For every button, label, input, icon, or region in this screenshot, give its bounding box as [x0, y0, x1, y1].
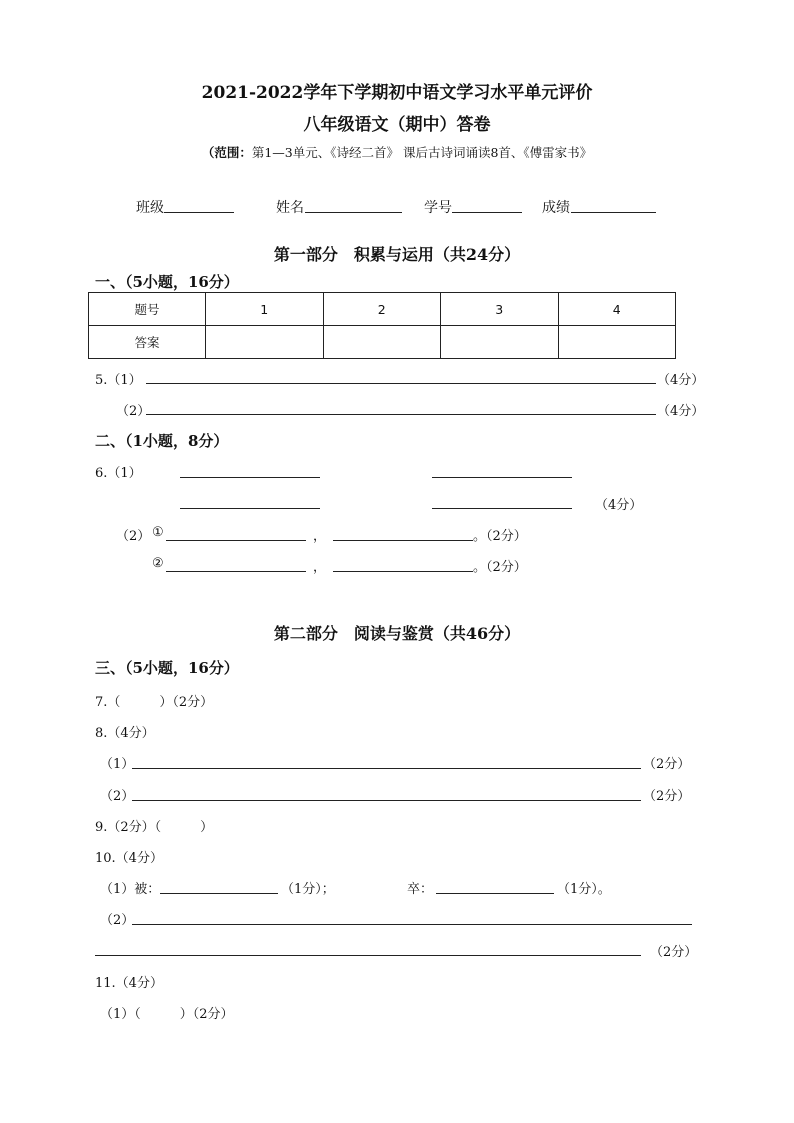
scope-text: 第1—3单元、《诗经二首》 课后古诗词诵读8首、《傅雷家书》	[251, 145, 593, 160]
q6-answer-line[interactable]	[432, 508, 572, 509]
q6-score-a: 。（2分）	[473, 529, 527, 544]
q11-sub1-label: （1）（ ）（2分）	[100, 1007, 234, 1022]
scope-line	[0, 143, 794, 161]
q7-label: 7.（ ）（2分）	[95, 695, 214, 710]
section2-heading: 二、（1小题，8分）	[95, 432, 229, 450]
table-row-label: 题号	[89, 293, 206, 326]
part2-title: 第二部分 阅读与鉴赏（共46分）	[273, 624, 521, 643]
q6-mark-1: ①	[152, 525, 164, 540]
q10-fill-line-1[interactable]	[160, 893, 278, 894]
q6-score-b: 。（2分）	[473, 560, 527, 575]
q11-label: 11.（4分）	[95, 976, 163, 991]
answer-cell[interactable]	[323, 326, 441, 359]
q5-score-2: （4分）	[657, 404, 705, 419]
q5-answer-line-1[interactable]	[146, 383, 656, 384]
q5-label-2: （2）	[116, 404, 151, 419]
q10-answer-line-2[interactable]	[95, 955, 641, 956]
table-row-label: 答案	[89, 326, 206, 359]
part1-title: 第一部分 积累与运用（共24分）	[273, 245, 521, 264]
q10-sub1b-score: （1分）。	[557, 882, 611, 897]
q6-score-1: （4分）	[595, 498, 643, 513]
score-label: 成绩	[542, 200, 570, 216]
table-col-header: 1	[206, 293, 324, 326]
answer-cell[interactable]	[558, 326, 676, 359]
q8-answer-line-1[interactable]	[132, 768, 641, 769]
table-col-header: 3	[441, 293, 559, 326]
q5-label-1: 5.（1）	[95, 373, 142, 388]
q10-fill-line-2[interactable]	[436, 893, 554, 894]
name-label: 姓名	[276, 200, 304, 216]
exam-title: 2021-2022学年下学期初中语文学习水平单元评价	[201, 83, 593, 103]
q10-sub1-label: （1）被：	[100, 882, 161, 897]
score-field[interactable]	[571, 212, 656, 213]
q10-sub2-score: （2分）	[650, 945, 698, 960]
section3-heading: 三、（5小题，16分）	[95, 659, 239, 677]
exam-subtitle: 八年级语文（期中）答卷	[303, 115, 491, 135]
q8-sub1-label: （1）	[100, 757, 135, 772]
q6-mark-2: ②	[152, 556, 164, 571]
student-id-field[interactable]	[452, 212, 522, 213]
q6-comma: ，	[313, 560, 327, 575]
q10-label: 10.（4分）	[95, 851, 163, 866]
student-id-label: 学号	[424, 200, 452, 216]
q9-label: 9.（2分）（ ）	[95, 820, 214, 835]
q10-sub1-score: （1分）；	[281, 882, 335, 897]
q8-score-1: （2分）	[643, 757, 691, 772]
q6-fill-line[interactable]	[333, 540, 473, 541]
q6-label-2: （2）	[116, 529, 151, 544]
table-row	[89, 293, 676, 326]
q5-answer-line-2[interactable]	[146, 414, 656, 415]
q6-label-1: 6.（1）	[95, 466, 142, 481]
q6-answer-line[interactable]	[180, 477, 320, 478]
q6-comma: ，	[313, 529, 327, 544]
name-field[interactable]	[305, 212, 402, 213]
q10-sub2-label: （2）	[100, 913, 135, 928]
q6-answer-line[interactable]	[432, 477, 572, 478]
answer-table	[88, 292, 676, 359]
q8-answer-line-2[interactable]	[132, 800, 641, 801]
q6-answer-line[interactable]	[180, 508, 320, 509]
q6-fill-line[interactable]	[166, 571, 306, 572]
q6-fill-line[interactable]	[166, 540, 306, 541]
scope-prefix: （范围：	[201, 145, 252, 160]
q8-sub2-label: （2）	[100, 789, 135, 804]
section1-heading: 一、（5小题，16分）	[95, 273, 239, 291]
q8-score-2: （2分）	[643, 789, 691, 804]
q5-score-1: （4分）	[657, 373, 705, 388]
q10-answer-line-1[interactable]	[132, 924, 692, 925]
table-row	[89, 326, 676, 359]
q8-label: 8.（4分）	[95, 726, 155, 741]
class-label: 班级	[136, 200, 164, 216]
table-col-header: 4	[558, 293, 676, 326]
q10-sub1b-label: 卒：	[407, 882, 434, 897]
answer-cell[interactable]	[206, 326, 324, 359]
q6-fill-line[interactable]	[333, 571, 473, 572]
table-col-header: 2	[323, 293, 441, 326]
class-field[interactable]	[164, 212, 234, 213]
answer-cell[interactable]	[441, 326, 559, 359]
